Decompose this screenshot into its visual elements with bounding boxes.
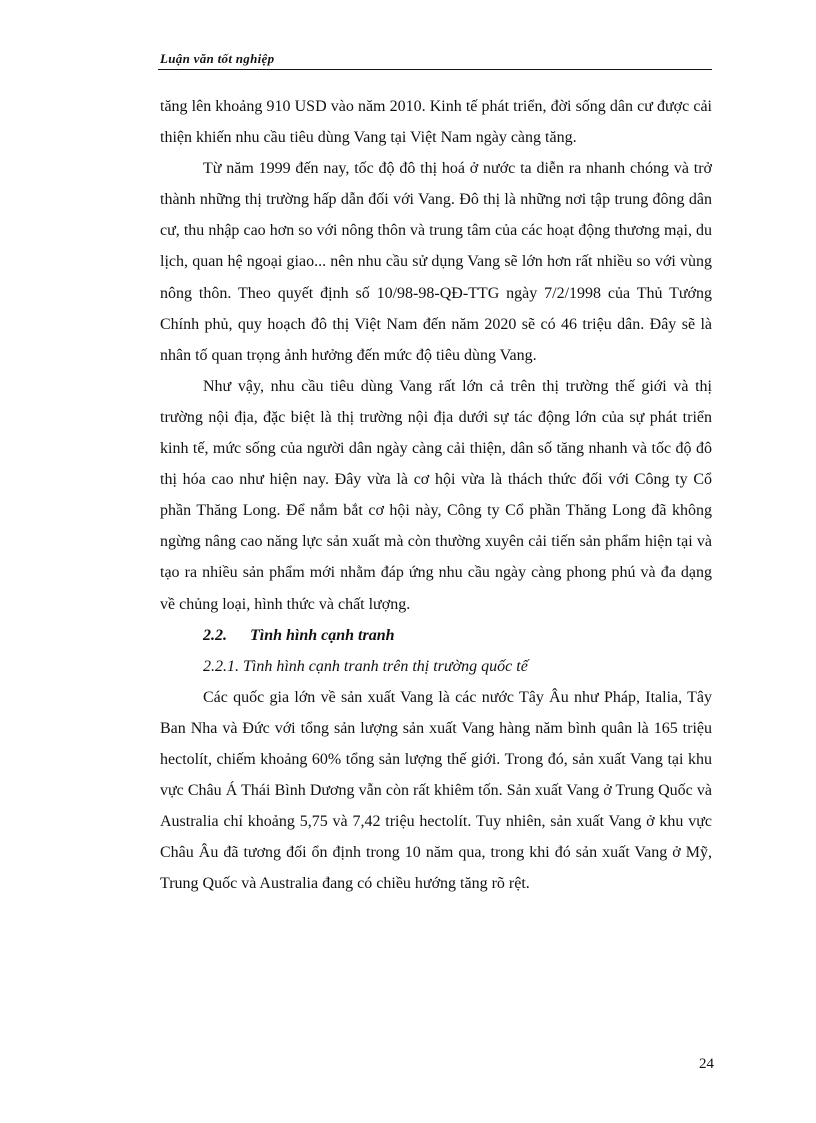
paragraph-4: Các quốc gia lớn về sản xuất Vang là các nước Tây Âu như Pháp, Italia, Tây Ban Nha và Đức với tổng sản lượng sản xuất Vang hàng năm bình quân là 165 triệu hectolít, chiếm khoảng 60% tổng sản lượng thế giới. Trong đó, sản xuất Vang tại khu vực Châu Á Thái Bình Dương vẫn còn rất khiêm tốn. Sản xuất Vang ở Trung Quốc và Australia chỉ khoảng 5,75 và 7,42 triệu hectolít. Tuy nhiên, sản xuất Vang ở khu vực Châu Âu đã tương đối ổn định trong 10 năm qua, trong khi đó sản xuất Vang ở Mỹ, Trung Quốc và Australia đang có chiều hướng tăng rõ rệt. — [160, 688, 712, 893]
paragraph-2: Từ năm 1999 đến nay, tốc độ đô thị hoá ở nước ta diễn ra nhanh chóng và trở thành những thị trường hấp dẫn đối với Vang. Đô thị là những nơi tập trung đông dân cư, thu nhập cao hơn so với nông thôn và trung tâm của các hoạt động thương mại, du lịch, quan hệ ngoại giao... nên nhu cầu sử dụng Vang sẽ lớn hơn rất nhiều so với vùng nông thôn. Theo quyết định số 10/98-98-QĐ-TTG ngày 7/2/1998 của Thủ Tướng Chính phủ, quy hoạch đô thị Việt Nam đến năm 2020 sẽ có 46 triệu dân. Đây sẽ là nhân tố quan trọng ảnh hưởng đến mức độ tiêu dùng Vang. — [160, 160, 712, 364]
page-number: 24 — [699, 1056, 714, 1072]
section-title: Tình hình cạnh tranh — [250, 626, 395, 644]
running-header-title: Luận văn tốt nghiệp — [160, 51, 275, 66]
body-text — [160, 91, 712, 899]
header-rule — [158, 69, 712, 70]
section-number: 2.2. — [203, 626, 227, 644]
paragraph-1: tăng lên khoảng 910 USD vào năm 2010. Kinh tế phát triển, đời sống dân cư được cải thiện khiến nhu cầu tiêu dùng Vang tại Việt Nam ngày càng tăng. — [160, 98, 712, 147]
section-heading — [160, 620, 712, 651]
paragraph-3: Như vậy, nhu cầu tiêu dùng Vang rất lớn cả trên thị trường thế giới và thị trường nội địa, đặc biệt là thị trường nội địa dưới sự tác động lớn của sự phát triển kinh tế, mức sống của người dân ngày càng cải thiện, dân số tăng nhanh và tốc độ đô thị hóa cao như hiện nay. Đây vừa là cơ hội vừa là thách thức đối với Công ty Cổ phần Thăng Long. Để nắm bắt cơ hội này, Công ty Cổ phần Thăng Long đã không ngừng nâng cao năng lực sản xuất mà còn thường xuyên cải tiến sản phẩm hiện tại và tạo ra nhiều sản phẩm mới nhằm đáp ứng nhu cầu ngày càng phong phú và đa dạng về chủng loại, hình thức và chất lượng. — [160, 377, 712, 613]
subsection-heading: 2.2.1. Tình hình cạnh tranh trên thị trường quốc tế — [203, 657, 528, 675]
